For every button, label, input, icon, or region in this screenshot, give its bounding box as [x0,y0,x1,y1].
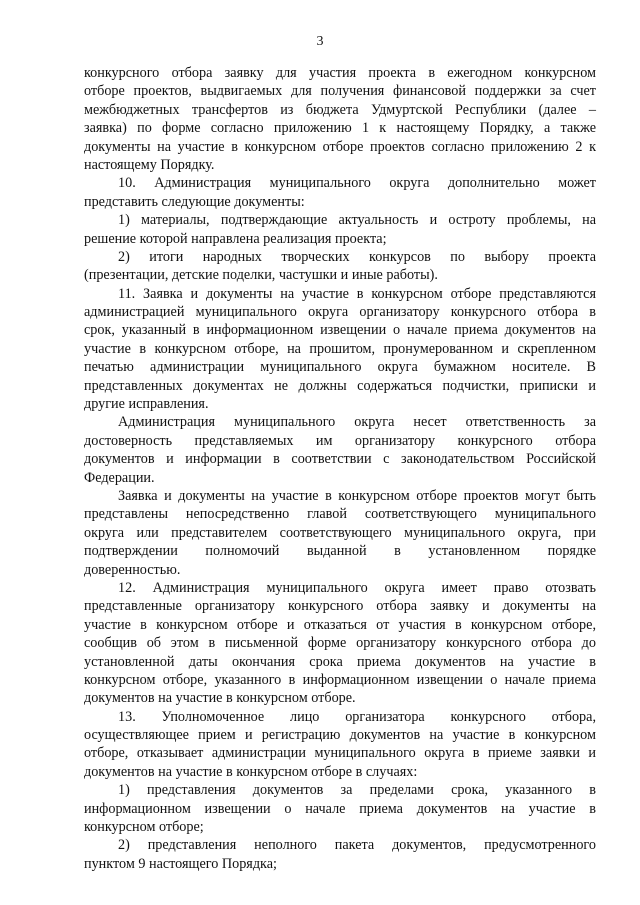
text-line: осуществляющее прием и регистрацию документов на участие в конкурсном [84,727,596,744]
text-line: администрацией муниципального округа организатору конкурсного отбора в [84,304,596,321]
text-line: заявка) по форме согласно приложению 1 к настоящему Порядку, а также [84,120,596,137]
text-line: представлены непосредственно главой соответствующего муниципального [84,506,596,523]
text-line: конкурсном отборе; [84,819,204,836]
text-line: округа или представителем соответствующего муниципального округа, при [84,524,596,541]
text-line: сообщив об этом в письменной форме организатору конкурсного отбора до [84,635,596,652]
text-line: доверенностью. [84,561,181,578]
text-line: 11. Заявка и документы на участие в конкурсном отборе представляются [118,285,596,302]
text-line: 2) представления неполного пакета документов, предусмотренного [118,837,596,854]
text-line: отборе, отказывает администрации муниципального округа в приеме заявки и [84,745,596,762]
text-line: представленных документах не должны содержаться подчистки, приписки и [84,377,596,394]
text-line: представленные организатору конкурсного отбора заявку и документы на [84,598,596,615]
text-line: срок, указанный в информационном извещении о начале приема документов на [84,322,596,339]
text-line: решение которой направлена реализация проекта; [84,230,387,247]
text-line: печатью администрации муниципального округа бумажном носителе. В [84,359,596,376]
text-line: настоящему Порядку. [84,156,215,173]
text-line: 12. Администрация муниципального округа имеет право отозвать [118,579,596,596]
text-line: документов и информации в соответствии с законодательством Российской [84,451,596,468]
text-line: документов на участие в конкурсном отборе. [84,690,356,707]
text-line: установленной даты окончания срока приема документов на участие в [84,653,596,670]
document-body [84,64,596,873]
text-line: представить следующие документы: [84,193,305,210]
text-line: другие исправления. [84,396,209,413]
text-line: межбюджетных трансфертов из бюджета Удмуртской Республики (далее – [84,101,596,118]
text-line: подтверждении полномочий выданной в установленном порядке [84,543,596,560]
text-line: конкурсном отборе, указанного в информационном извещении о начале приема [84,671,596,688]
text-line: пунктом 9 настоящего Порядка; [84,855,277,872]
text-line: 1) представления документов за пределами срока, указанного в [118,782,596,799]
text-line: 1) материалы, подтверждающие актуальность и остроту проблемы, на [118,212,596,229]
text-line: 2) итоги народных творческих конкурсов по выбору проекта [118,248,596,265]
text-line: 13. Уполномоченное лицо организатора конкурсного отбора, [118,708,596,725]
text-line: информационном извещении о начале приема документов на участие в [84,800,596,817]
text-line: участие в конкурсном отборе, на прошитом, пронумерованном и скрепленном [84,340,596,357]
text-line: 10. Администрация муниципального округа дополнительно может [118,175,596,192]
text-line: участие в конкурсном отборе и отказаться от участия в конкурсном отборе, [84,616,596,633]
text-line: конкурсного отбора заявку для участия проекта в ежегодном конкурсном [84,65,596,81]
text-line: отборе проектов, выдвигаемых для получения финансовой поддержки за счет [84,83,596,100]
text-line: Заявка и документы на участие в конкурсном отборе проектов могут быть [118,487,596,504]
text-line: документы на участие в конкурсном отборе проектов согласно приложению 2 к [84,138,596,155]
text-line: Федерации. [84,469,155,486]
text-line: документов на участие в конкурсном отборе в случаях: [84,763,418,780]
text-line: достоверность представляемых им организатору конкурсного отбора [84,432,596,449]
page-number: 3 [316,34,324,49]
text-line: (презентации, детские поделки, частушки и иные работы). [84,267,438,284]
text-line: Администрация муниципального округа несет ответственность за [118,414,596,431]
